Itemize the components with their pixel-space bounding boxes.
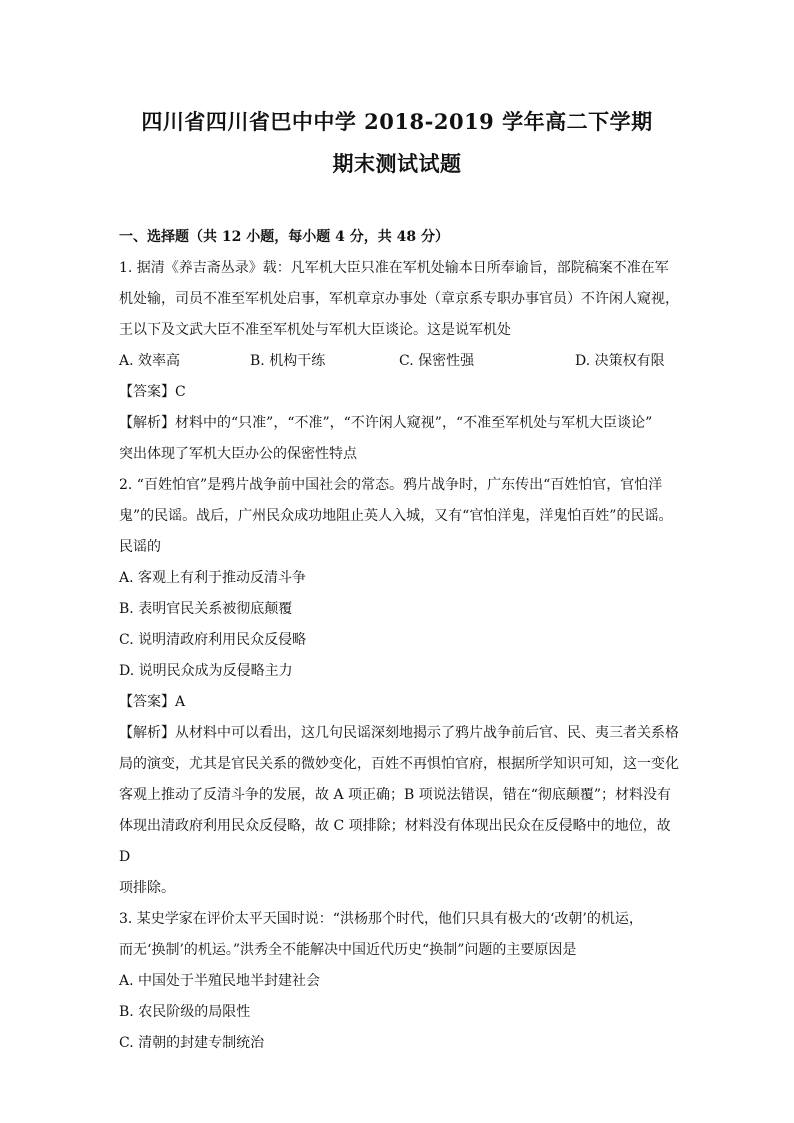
question-2-analysis-line-4: 体现出清政府利用民众反侵略，故 C 项排除；材料没有体现出民众在反侵略中的地位，故 D <box>119 818 671 865</box>
question-2-analysis-line-2: 局的演变，尤其是官民关系的微妙变化，百姓不再惧怕官府，根据所学知识可知，这一变化 <box>119 756 679 772</box>
question-2-line-1: 2. “百姓怕官”是鸦片战争前中国社会的常态。鸦片战争时，广东传出“百姓怕官，官怕洋 <box>119 477 663 493</box>
question-1-analysis-line-2: 突出体现了军机大臣办公的保密性特点 <box>119 446 357 462</box>
question-1-option-c: C. 保密性强 <box>399 353 475 369</box>
question-1-analysis-line-1: 【解析】材料中的“只准”，“不准”，“不许闲人窥视”，“不准至军机处与军机大臣谈论” <box>119 415 653 431</box>
question-3-option-c: C. 清朝的封建专制统治 <box>119 1035 265 1051</box>
question-2-analysis-line-3: 客观上推动了反清斗争的发展，故 A 项正确；B 项说法错误，错在“彻底颠覆”；材料没有 <box>119 787 672 803</box>
question-1-line-2: 机处输，司员不准至军机处启事，军机章京办事处（章京系专职办事官员）不许闲人窥视， <box>119 291 679 307</box>
question-1-option-b: B. 机构干练 <box>250 353 326 369</box>
question-3-line-2: 而无‘换制’的机运。”洪秀全不能解决中国近代历史“换制”问题的主要原因是 <box>119 942 577 958</box>
question-1-line-3: 王以下及文武大臣不准至军机处与军机大臣谈论。这是说军机处 <box>119 322 511 338</box>
question-2-line-3: 民谣的 <box>119 539 161 555</box>
question-2-option-d: D. 说明民众成为反侵略主力 <box>119 663 293 679</box>
question-1-answer: 【答案】C <box>119 384 186 400</box>
question-3-option-b: B. 农民阶级的局限性 <box>119 1004 251 1020</box>
question-2-analysis-line-1: 【解析】从材料中可以看出，这几句民谣深刻地揭示了鸦片战争前后官、民、夷三者关系格 <box>119 725 679 741</box>
document-subtitle: 期末测试试题 <box>332 151 462 176</box>
question-2-option-b: B. 表明官民关系被彻底颠覆 <box>119 601 293 617</box>
question-1-options <box>119 346 679 377</box>
section-heading: 一、选择题（共 12 小题，每小题 4 分，共 48 分） <box>119 229 449 245</box>
question-2-analysis-line-5: 项排除。 <box>119 880 175 896</box>
document-title: 四川省四川省巴中中学 2018-2019 学年高二下学期 <box>141 109 653 134</box>
question-1-line-1: 1. 据清《养吉斋丛录》载：凡军机大臣只准在军机处输本日所奉谕旨，部院稿案不准在军 <box>119 260 669 276</box>
question-3-option-a: A. 中国处于半殖民地半封建社会 <box>119 973 321 989</box>
question-3-line-1: 3. 某史学家在评价太平天国时说：“洪杨那个时代，他们只具有极大的‘改朝’的机运， <box>119 911 643 927</box>
question-2-line-2: 鬼”的民谣。战后，广州民众成功地阻止英人入城，又有“官怕洋鬼，洋鬼怕百姓”的民谣。 <box>119 508 673 524</box>
question-1-option-a: A. 效率高 <box>119 353 181 369</box>
question-1-option-d: D. 决策权有限 <box>575 353 665 369</box>
question-2-answer: 【答案】A <box>119 694 186 710</box>
question-2-option-c: C. 说明清政府利用民众反侵略 <box>119 632 307 648</box>
document-body <box>119 222 679 1059</box>
question-2-option-a: A. 客观上有利于推动反清斗争 <box>119 570 307 586</box>
